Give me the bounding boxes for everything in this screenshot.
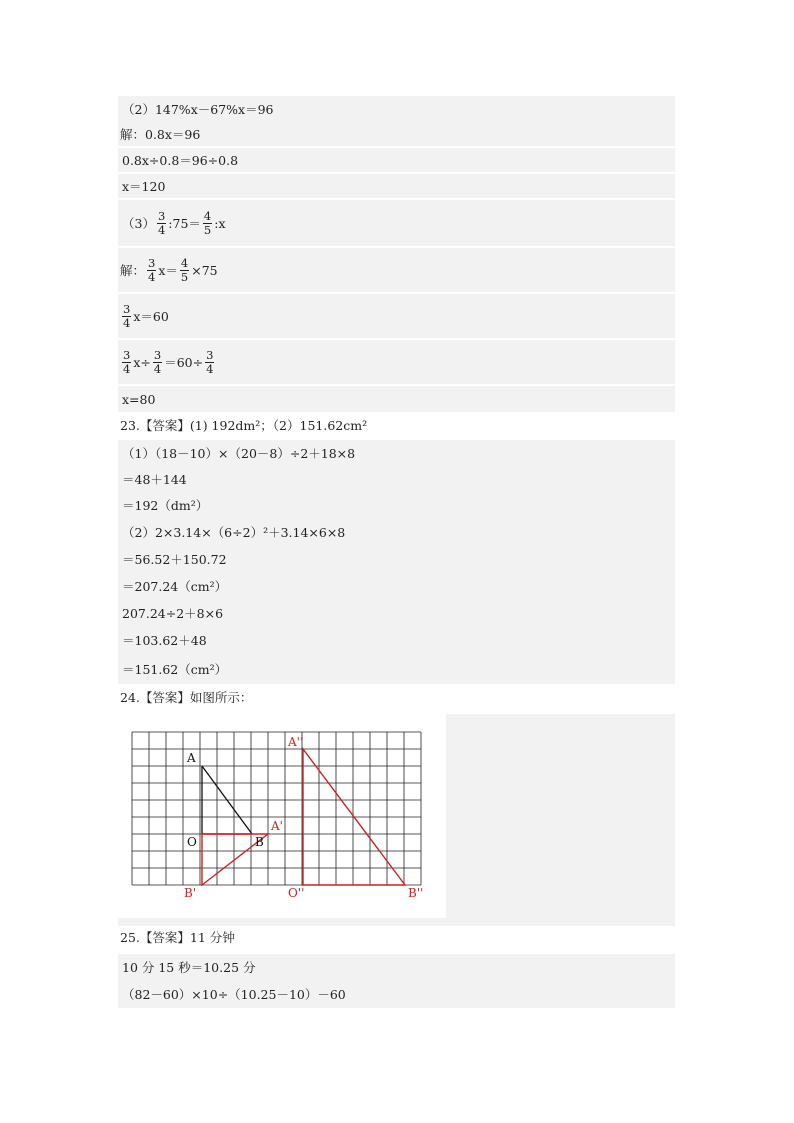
fraction	[180, 257, 189, 284]
label-a1: A'	[271, 819, 283, 833]
label-b2: B''	[408, 886, 424, 900]
line-text: ×75	[191, 262, 218, 278]
line-text: （2）147%x－67%x＝96	[122, 102, 274, 117]
fraction-den: 4	[157, 222, 166, 237]
fraction	[122, 349, 131, 376]
fraction	[122, 303, 131, 330]
figure-panel	[118, 714, 675, 926]
line-sol1	[118, 122, 675, 146]
q23-step	[118, 466, 675, 492]
fraction	[157, 210, 166, 237]
line-text: 10 分 15 秒＝10.25 分	[122, 960, 256, 975]
fraction	[205, 349, 214, 376]
line-eq3-sol4	[118, 386, 675, 412]
q23-step	[118, 546, 675, 572]
line-text: ＝207.24（cm²）	[122, 579, 228, 594]
fraction	[153, 349, 162, 376]
q23-step	[118, 572, 675, 600]
line-text: 0.8x÷0.8＝96÷0.8	[122, 153, 239, 168]
label-o: O	[187, 835, 197, 849]
fraction-den: 5	[180, 269, 189, 284]
fraction-num: 4	[180, 255, 189, 270]
q23-step	[118, 626, 675, 654]
fraction-den: 4	[148, 269, 156, 284]
label-a: A	[187, 751, 196, 765]
line-text: 25.【答案】11 分钟	[120, 930, 235, 945]
grid-figure	[118, 714, 446, 918]
grid-lines	[132, 732, 421, 885]
label-b: B	[255, 835, 264, 849]
figure-canvas	[118, 714, 446, 918]
line-text: x÷	[133, 354, 151, 370]
fraction-den: 5	[203, 222, 212, 237]
line-text: x＝60	[133, 309, 169, 324]
line-eq2	[118, 96, 675, 122]
line-text: 解：	[120, 263, 146, 278]
fraction-den: 4	[123, 361, 131, 376]
q23-step	[118, 492, 675, 518]
fraction-num: 3	[123, 347, 131, 362]
line-text: :75＝	[168, 216, 201, 231]
fraction-num: 4	[203, 208, 212, 223]
fraction-den: 4	[153, 361, 162, 376]
q23-step	[118, 440, 675, 466]
line-text: ＝151.62（cm²）	[122, 662, 228, 677]
label-o2: O''	[288, 886, 305, 900]
q23-step	[118, 654, 675, 684]
line-text: ＝60÷	[164, 355, 204, 370]
answer-25-heading	[118, 924, 675, 950]
line-text: :x	[214, 215, 226, 231]
fraction-num: 3	[123, 301, 131, 316]
line-text: （1）（18－10）×（20－8）÷2＋18×8	[122, 446, 356, 461]
label-b1: B'	[184, 886, 197, 900]
line-text: （82－60）×10÷（10.25－10）－60	[122, 987, 346, 1002]
line-text: （3）	[122, 216, 155, 231]
line-eq3	[118, 200, 675, 246]
answer-23-heading	[118, 412, 675, 438]
fraction	[147, 257, 156, 284]
line-text: x=80	[122, 391, 156, 407]
line-text: 23.【答案】(1) 192dm²；（2）151.62cm²	[120, 418, 368, 433]
label-a2: A''	[288, 735, 304, 749]
fraction-num: 3	[153, 347, 162, 362]
fraction-den: 4	[206, 361, 214, 376]
fraction	[203, 210, 212, 237]
answer-24-heading	[118, 684, 675, 710]
line-eq3-sol2	[118, 294, 675, 338]
line-text: x＝	[158, 263, 178, 278]
q23-step	[118, 600, 675, 626]
line-sol2	[118, 148, 675, 172]
line-text: ＝103.62＋48	[122, 633, 207, 648]
q25-step	[118, 954, 675, 980]
fraction-num: 3	[206, 347, 214, 362]
line-text: x＝120	[122, 179, 166, 194]
line-text: 解：0.8x＝96	[120, 127, 201, 142]
line-text: 207.24÷2＋8×6	[122, 606, 224, 621]
fraction-den: 4	[123, 315, 131, 330]
line-text: 24.【答案】如图所示：	[120, 690, 253, 705]
line-text: ＝48＋144	[122, 472, 187, 487]
line-text: （2）2×3.14×（6÷2）²＋3.14×6×8	[122, 525, 346, 540]
fraction-num: 3	[157, 208, 166, 223]
q23-step	[118, 518, 675, 546]
line-sol3	[118, 174, 675, 198]
line-eq3-sol1	[118, 248, 675, 292]
line-eq3-sol3	[118, 340, 675, 384]
fraction-num: 3	[148, 255, 156, 270]
line-text: ＝192（dm²）	[122, 498, 209, 513]
q25-step	[118, 980, 675, 1008]
line-text: ＝56.52＋150.72	[122, 552, 227, 567]
